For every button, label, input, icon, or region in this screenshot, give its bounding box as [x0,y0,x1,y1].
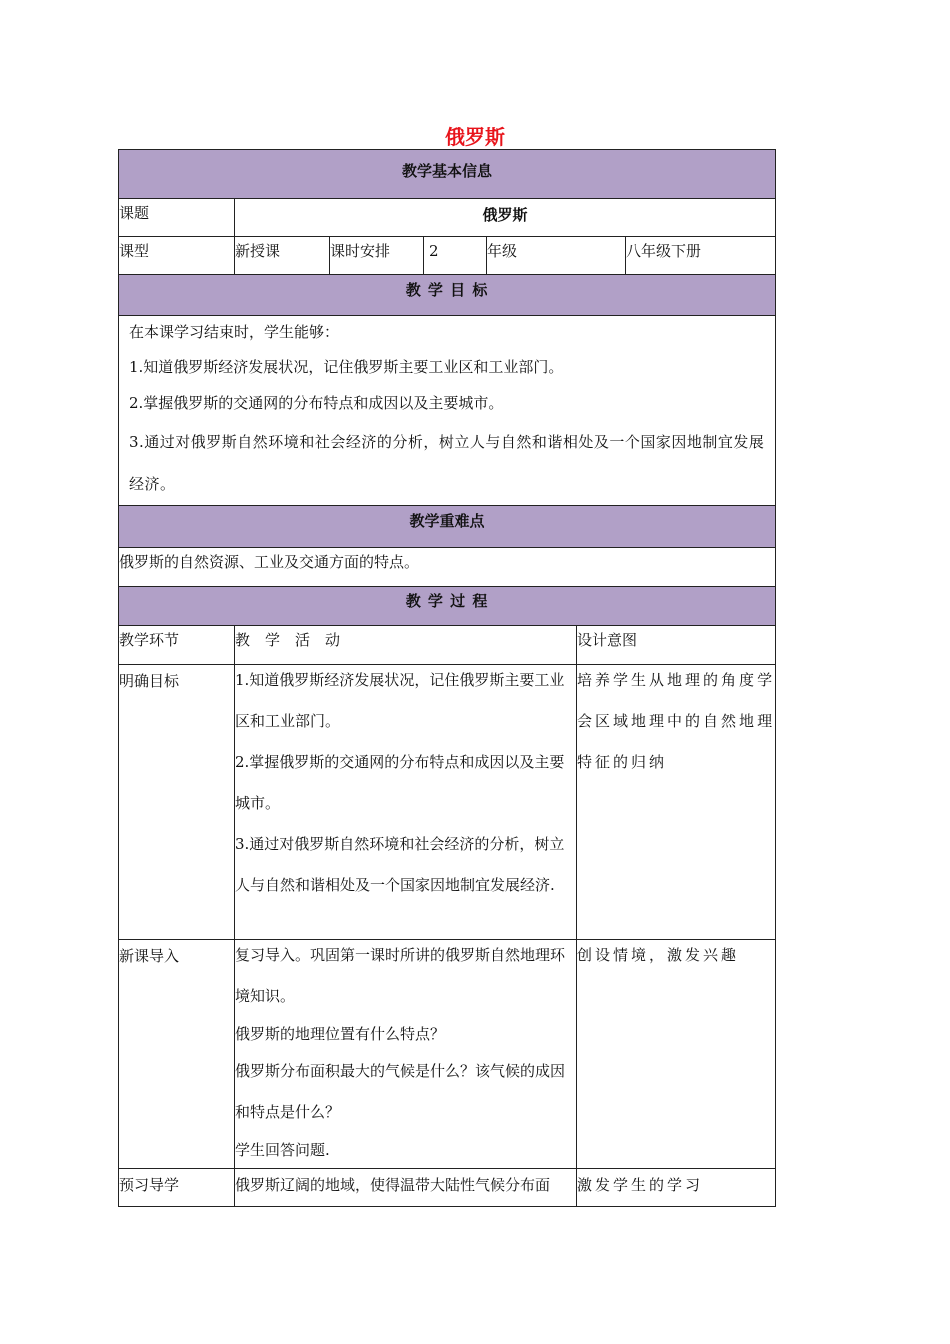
stage-cell: 新课导入 [119,940,235,1169]
intent-cell: 激发学生的学习 [577,1169,776,1207]
objectives-intro: 在本课学习结束时，学生能够： [129,323,340,341]
objective-item-2: 2.掌握俄罗斯的交通网的分布特点和成因以及主要城市。 [129,394,504,412]
lesson-plan-table [118,149,776,1207]
key-points-header: 教学重难点 [119,506,776,548]
col-stage-header: 教学环节 [119,626,235,665]
objectives-header: 教 学 目 标 [119,275,776,316]
objectives-content [119,316,776,506]
type-value: 新授课 [235,237,330,275]
intent-cell: 创设情境，激发兴趣 [577,940,776,1169]
col-intent-header: 设计意图 [577,626,776,665]
basic-info-header: 教学基本信息 [119,150,776,199]
activity-line: 俄罗斯的地理位置有什么特点？ [235,1025,446,1043]
activity-line: 2.掌握俄罗斯的交通网的分布特点和成因以及主要城市。 [235,753,565,812]
hours-value: 2 [424,237,487,275]
col-activity-header: 教 学 活 动 [235,626,577,665]
grade-value: 八年级下册 [626,237,776,275]
stage-cell: 明确目标 [119,665,235,940]
objective-item-1: 1.知道俄罗斯经济发展状况，记住俄罗斯主要工业区和工业部门。 [129,358,564,376]
intent-cell: 培养学生从地理的角度学会区域地理中的自然地理特征的归纳 [577,665,776,940]
activity-cell [235,940,577,1169]
activity-line: 复习导入。巩固第一课时所讲的俄罗斯自然地理环境知识。 [235,946,566,1005]
activity-line: 学生回答问题. [235,1141,330,1159]
page-title: 俄罗斯 [445,125,505,149]
activity-cell [235,665,577,940]
activity-cell [235,1169,577,1207]
stage-cell: 预习导学 [119,1169,235,1207]
grade-label: 年级 [487,237,626,275]
topic-value: 俄罗斯 [235,199,776,237]
process-header: 教 学 过 程 [119,587,776,626]
topic-label: 课题 [119,199,235,237]
activity-line: 1.知道俄罗斯经济发展状况，记住俄罗斯主要工业区和工业部门。 [235,671,565,730]
type-label: 课型 [119,237,235,275]
key-points-content: 俄罗斯的自然资源、工业及交通方面的特点。 [119,548,776,587]
activity-line: 俄罗斯分布面积最大的气候是什么？该气候的成因和特点是什么？ [235,1062,566,1121]
hours-label: 课时安排 [330,237,424,275]
activity-line: 3.通过对俄罗斯自然环境和社会经济的分析，树立人与自然和谐相处及一个国家因地制宜发展经济. [235,835,565,894]
activity-line: 俄罗斯辽阔的地域，使得温带大陆性气候分布面 [235,1176,551,1194]
objective-item-3: 3.通过对俄罗斯自然环境和社会经济的分析，树立人与自然和谐相处及一个国家因地制宜发展经济。 [129,433,765,493]
